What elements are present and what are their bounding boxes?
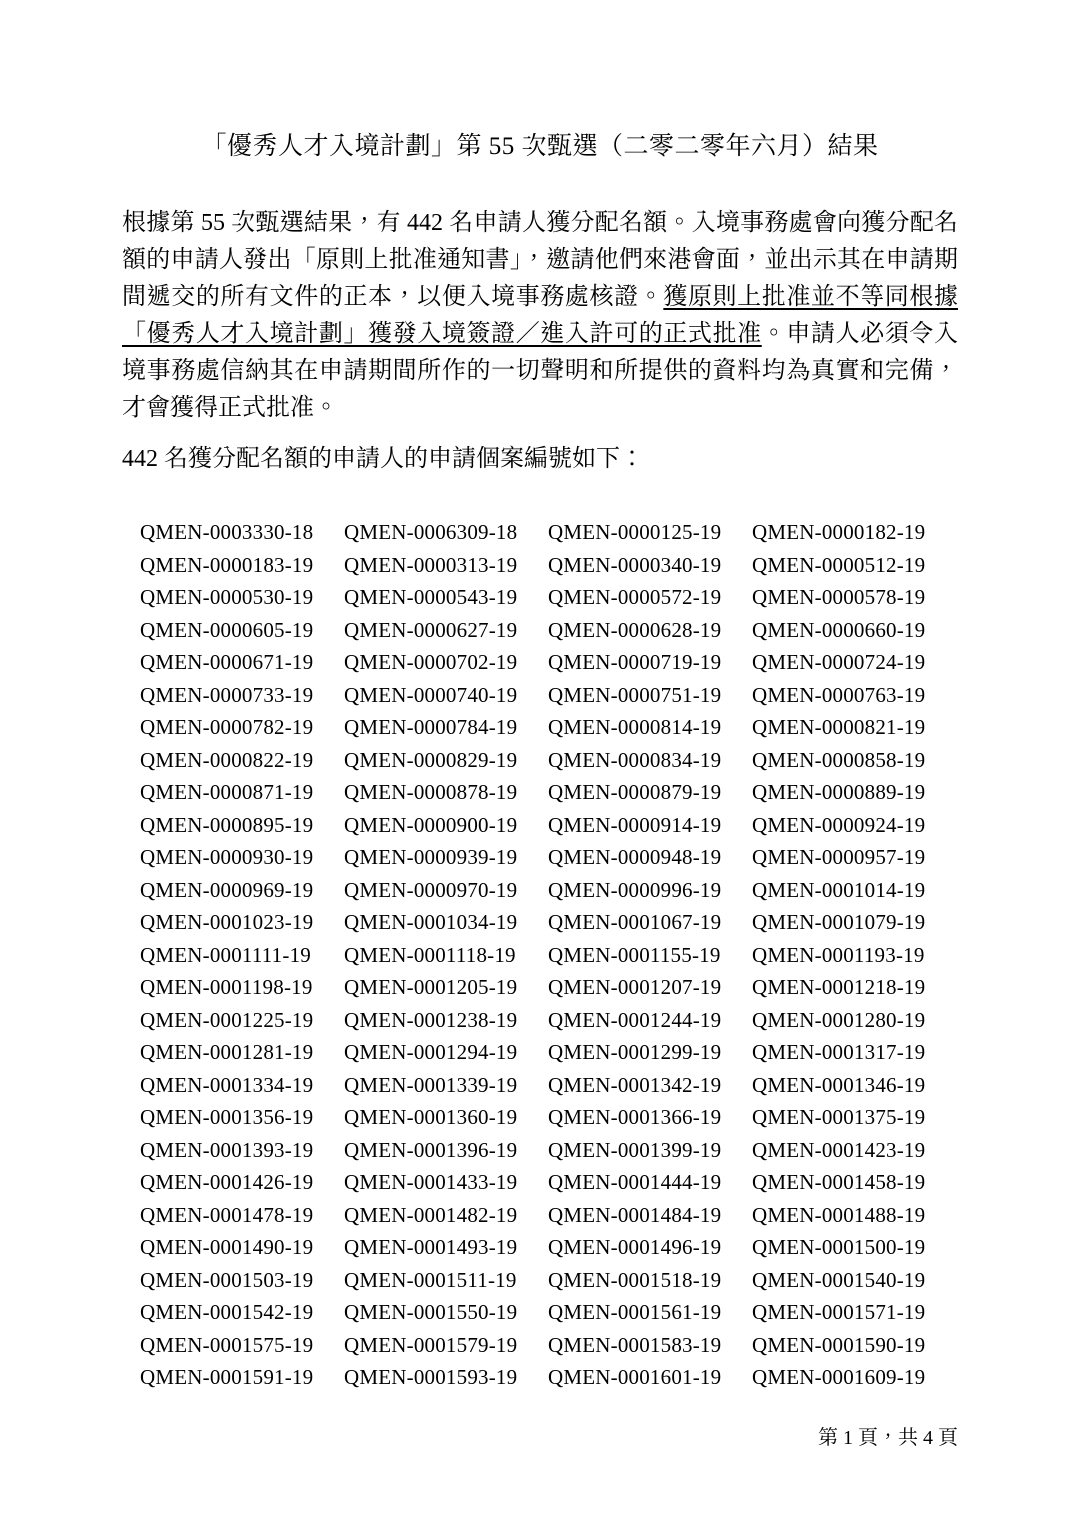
case-number: QMEN-0001458-19 bbox=[752, 1170, 926, 1194]
case-number: QMEN-0001356-19 bbox=[140, 1105, 314, 1129]
case-number: QMEN-0000782-19 bbox=[140, 715, 314, 739]
case-number: QMEN-0001579-19 bbox=[344, 1332, 518, 1357]
case-number: QMEN-0001375-19 bbox=[752, 1105, 926, 1129]
case-number: QMEN-0001034-19 bbox=[344, 910, 518, 934]
case-number: QMEN-0001399-19 bbox=[548, 1137, 722, 1162]
case-number: QMEN-0001490-19 bbox=[140, 1235, 314, 1259]
case-number: QMEN-0001561-19 bbox=[548, 1300, 722, 1324]
case-number: QMEN-0000702-19 bbox=[344, 650, 518, 674]
case-number: QMEN-0001500-19 bbox=[752, 1235, 926, 1259]
case-number: QMEN-0001299-19 bbox=[548, 1040, 722, 1064]
case-number: QMEN-0001393-19 bbox=[140, 1137, 314, 1162]
case-number: QMEN-0000996-19 bbox=[548, 877, 722, 902]
case-number: QMEN-0001478-19 bbox=[140, 1202, 314, 1227]
case-number: QMEN-0000878-19 bbox=[344, 780, 518, 804]
case-number: QMEN-0000530-19 bbox=[140, 585, 314, 609]
list-intro: 442 名獲分配名額的申請人的申請個案編號如下： bbox=[122, 446, 644, 472]
case-number: QMEN-0001079-19 bbox=[752, 910, 926, 934]
case-number: QMEN-0001244-19 bbox=[548, 1007, 722, 1032]
case-number: QMEN-0000740-19 bbox=[344, 682, 518, 707]
case-number: QMEN-0000512-19 bbox=[752, 552, 926, 577]
paragraph-text-tail: 。申請人必須令入境事務處信納其在申請期間所作的一切聲明和所提供的資料均為真實和完備，才會獲得正式批准。 bbox=[122, 321, 959, 421]
case-number: QMEN-0001339-19 bbox=[344, 1072, 518, 1097]
case-number: QMEN-0001493-19 bbox=[344, 1235, 518, 1259]
case-number-grid bbox=[140, 516, 958, 1394]
case-number: QMEN-0003330-18 bbox=[140, 520, 314, 544]
case-number: QMEN-0000957-19 bbox=[752, 845, 926, 869]
case-number: QMEN-0000784-19 bbox=[344, 715, 518, 739]
case-number: QMEN-0000829-19 bbox=[344, 747, 518, 772]
case-number: QMEN-0001591-19 bbox=[140, 1365, 314, 1389]
case-number: QMEN-0000871-19 bbox=[140, 780, 314, 804]
case-number: QMEN-0001609-19 bbox=[752, 1365, 926, 1389]
case-number: QMEN-0006309-18 bbox=[344, 520, 518, 544]
case-number: QMEN-0001511-19 bbox=[344, 1267, 517, 1292]
case-number: QMEN-0000834-19 bbox=[548, 747, 722, 772]
case-number: QMEN-0000183-19 bbox=[140, 552, 314, 577]
case-number: QMEN-0000628-19 bbox=[548, 617, 722, 642]
page-content bbox=[0, 130, 1080, 1394]
case-number: QMEN-0001193-19 bbox=[752, 942, 925, 967]
case-number: QMEN-0001014-19 bbox=[752, 877, 926, 902]
case-number: QMEN-0000313-19 bbox=[344, 552, 518, 577]
case-number: QMEN-0000948-19 bbox=[548, 845, 722, 869]
case-number: QMEN-0000900-19 bbox=[344, 812, 518, 837]
case-number: QMEN-0001496-19 bbox=[548, 1235, 722, 1259]
case-number: QMEN-0001294-19 bbox=[344, 1040, 518, 1064]
case-number: QMEN-0000930-19 bbox=[140, 845, 314, 869]
case-number: QMEN-0000671-19 bbox=[140, 650, 314, 674]
case-number: QMEN-0001155-19 bbox=[548, 942, 721, 967]
case-number: QMEN-0001396-19 bbox=[344, 1137, 518, 1162]
case-number: QMEN-0001346-19 bbox=[752, 1072, 926, 1097]
case-number: QMEN-0001225-19 bbox=[140, 1007, 314, 1032]
case-number: QMEN-0001482-19 bbox=[344, 1202, 518, 1227]
case-number: QMEN-0001111-19 bbox=[140, 942, 311, 967]
case-number: QMEN-0001426-19 bbox=[140, 1170, 314, 1194]
case-number: QMEN-0000733-19 bbox=[140, 682, 314, 707]
page-title: 「優秀人才入境計劃」第 55 次甄選（二零二零年六月）結果 bbox=[201, 133, 879, 160]
case-number: QMEN-0000924-19 bbox=[752, 812, 926, 837]
case-number: QMEN-0001601-19 bbox=[548, 1365, 722, 1389]
case-number: QMEN-0000969-19 bbox=[140, 877, 314, 902]
case-number: QMEN-0000572-19 bbox=[548, 585, 722, 609]
case-number: QMEN-0000751-19 bbox=[548, 682, 722, 707]
case-number: QMEN-0001550-19 bbox=[344, 1300, 518, 1324]
case-number: QMEN-0001280-19 bbox=[752, 1007, 926, 1032]
case-number: QMEN-0001433-19 bbox=[344, 1170, 518, 1194]
case-number: QMEN-0000763-19 bbox=[752, 682, 926, 707]
case-number: QMEN-0001067-19 bbox=[548, 910, 722, 934]
case-number: QMEN-0000627-19 bbox=[344, 617, 518, 642]
case-number: QMEN-0001593-19 bbox=[344, 1365, 518, 1389]
case-number: QMEN-0000182-19 bbox=[752, 520, 926, 544]
case-number: QMEN-0000660-19 bbox=[752, 617, 926, 642]
case-number: QMEN-0001342-19 bbox=[548, 1072, 722, 1097]
intro-paragraph bbox=[122, 205, 958, 427]
case-number: QMEN-0001518-19 bbox=[548, 1267, 722, 1292]
case-number: QMEN-0000970-19 bbox=[344, 877, 518, 902]
case-number: QMEN-0001484-19 bbox=[548, 1202, 722, 1227]
case-number: QMEN-0001366-19 bbox=[548, 1105, 722, 1129]
case-number: QMEN-0001218-19 bbox=[752, 975, 926, 999]
case-number: QMEN-0001571-19 bbox=[752, 1300, 926, 1324]
case-number: QMEN-0001583-19 bbox=[548, 1332, 722, 1357]
case-number: QMEN-0001317-19 bbox=[752, 1040, 926, 1064]
paragraph-text-lead: 根據第 55 次甄選結果，有 442 名申請人獲分配名額。入境事務處會向獲分配名額的申請人發出「原則上批准通知書」，邀請他們來港會面，並出示其在申請期間遞交的所有文件的正本，以便入境事務處核證。 bbox=[122, 210, 958, 310]
case-number: QMEN-0001198-19 bbox=[140, 975, 313, 999]
case-number: QMEN-0001238-19 bbox=[344, 1007, 518, 1032]
case-number: QMEN-0000879-19 bbox=[548, 780, 722, 804]
case-number: QMEN-0000821-19 bbox=[752, 715, 926, 739]
case-number: QMEN-0001542-19 bbox=[140, 1300, 314, 1324]
case-number: QMEN-0001360-19 bbox=[344, 1105, 518, 1129]
case-number: QMEN-0000724-19 bbox=[752, 650, 926, 674]
case-number: QMEN-0001590-19 bbox=[752, 1332, 926, 1357]
case-number: QMEN-0001540-19 bbox=[752, 1267, 926, 1292]
case-number: QMEN-0000578-19 bbox=[752, 585, 926, 609]
paragraph-underlined-text: 獲原則上批准並不等同根據「優秀人才入境計劃」獲發入境簽證／進入許可的正式批准 bbox=[122, 284, 959, 347]
case-number: QMEN-0000605-19 bbox=[140, 617, 314, 642]
case-number: QMEN-0000719-19 bbox=[548, 650, 722, 674]
case-number: QMEN-0001023-19 bbox=[140, 910, 314, 934]
case-number: QMEN-0000858-19 bbox=[752, 747, 926, 772]
case-number: QMEN-0001423-19 bbox=[752, 1137, 926, 1162]
case-number: QMEN-0000939-19 bbox=[344, 845, 518, 869]
case-number: QMEN-0001118-19 bbox=[344, 942, 516, 967]
case-number: QMEN-0001503-19 bbox=[140, 1267, 314, 1292]
case-number: QMEN-0000814-19 bbox=[548, 715, 722, 739]
case-number: QMEN-0001205-19 bbox=[344, 975, 518, 999]
case-number: QMEN-0001281-19 bbox=[140, 1040, 314, 1064]
case-number: QMEN-0000822-19 bbox=[140, 747, 314, 772]
case-number: QMEN-0001575-19 bbox=[140, 1332, 314, 1357]
page-number: 第 1 頁，共 4 頁 bbox=[818, 1427, 958, 1449]
case-number: QMEN-0000125-19 bbox=[548, 520, 722, 544]
case-number: QMEN-0001207-19 bbox=[548, 975, 722, 999]
case-number: QMEN-0000543-19 bbox=[344, 585, 518, 609]
case-number: QMEN-0001488-19 bbox=[752, 1202, 926, 1227]
case-number: QMEN-0000895-19 bbox=[140, 812, 314, 837]
case-number: QMEN-0000340-19 bbox=[548, 552, 722, 577]
case-number: QMEN-0000889-19 bbox=[752, 780, 926, 804]
case-number: QMEN-0000914-19 bbox=[548, 812, 722, 837]
case-number: QMEN-0001334-19 bbox=[140, 1072, 314, 1097]
case-number: QMEN-0001444-19 bbox=[548, 1170, 722, 1194]
